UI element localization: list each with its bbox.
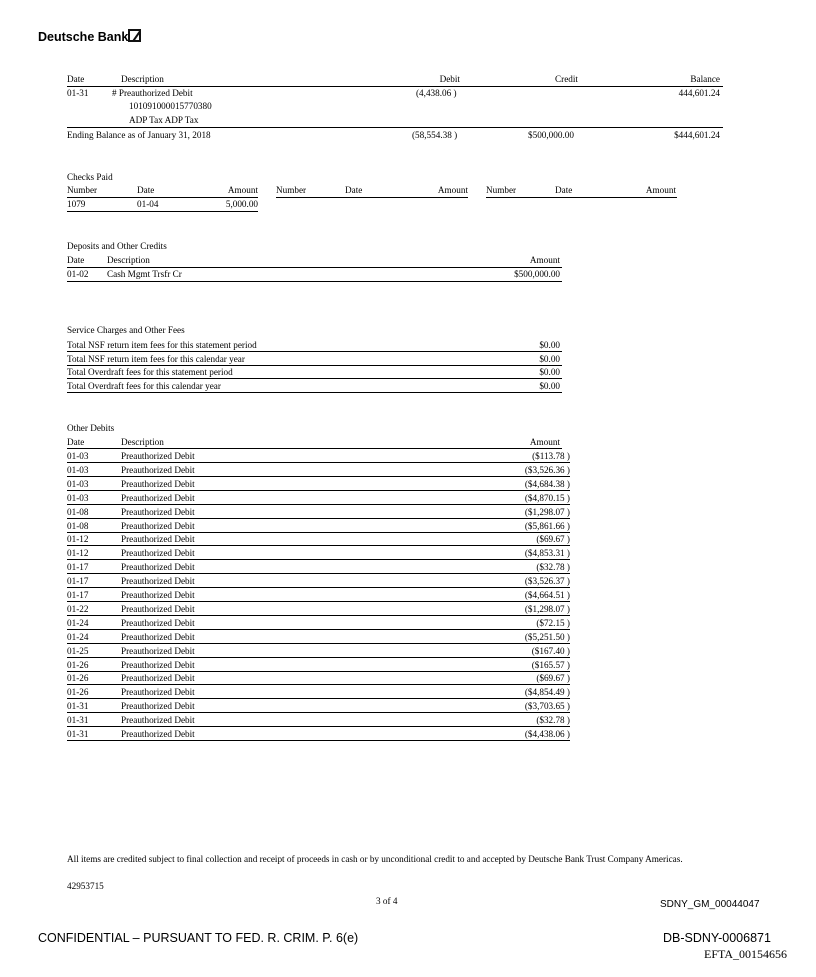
other-debit-amount: ($4,870.15 )	[524, 492, 570, 503]
deposit-amount: $500,000.00	[514, 269, 560, 279]
checks-header-date: Date	[345, 185, 363, 195]
checks-header-number: Number	[486, 185, 517, 195]
summary-header-description: Description	[121, 74, 164, 84]
divider	[67, 197, 258, 198]
divider	[67, 712, 570, 713]
other-debit-description: Preauthorized Debit	[121, 590, 195, 600]
deposits-title: Deposits and Other Credits	[67, 241, 167, 251]
divider	[67, 476, 570, 477]
other-debit-amount: ($167.40 )	[531, 645, 570, 656]
other-debit-date: 01-08	[67, 520, 89, 531]
other-debit-date: 01-22	[67, 603, 89, 614]
divider	[67, 211, 258, 212]
check-date: 01-04	[137, 199, 159, 209]
checks-header-number: Number	[67, 185, 98, 195]
divider	[67, 532, 570, 533]
disclaimer: All items are credited subject to final collection and receipt of proceeds in cash or by unconditional credit to and accepted by Deutsche Bank Trust Company Americas.	[67, 854, 683, 864]
other-debit-date: 01-17	[67, 576, 89, 587]
divider	[67, 684, 570, 685]
other-debit-amount: ($32.78 )	[536, 715, 570, 726]
check-number: 1079	[67, 199, 86, 209]
other-debit-amount: ($3,526.37 )	[524, 576, 570, 587]
other-debits-header-description: Description	[121, 437, 164, 447]
service-charge-amount: $0.00	[539, 381, 560, 392]
other-debit-description: Preauthorized Debit	[121, 451, 195, 461]
summary-header-debit: Debit	[439, 74, 460, 84]
divider	[67, 629, 570, 630]
other-debit-description: Preauthorized Debit	[121, 548, 195, 559]
other-debit-date: 01-03	[67, 478, 89, 489]
ending-balance-label: Ending Balance as of January 31, 2018	[67, 130, 211, 140]
other-debit-description: Preauthorized Debit	[121, 562, 195, 573]
divider	[486, 197, 677, 198]
divider	[67, 281, 562, 282]
divider	[67, 657, 570, 658]
divider	[67, 587, 570, 588]
service-charges-title: Service Charges and Other Fees	[67, 325, 185, 335]
divider	[67, 545, 570, 546]
other-debit-description: Preauthorized Debit	[121, 659, 195, 670]
summary-header-credit: Credit	[555, 74, 578, 84]
divider	[67, 559, 570, 560]
other-debit-date: 01-17	[67, 562, 89, 573]
summary-header-balance: Balance	[690, 74, 720, 84]
other-debit-date: 01-24	[67, 631, 89, 642]
checks-header-number: Number	[276, 185, 307, 195]
other-debit-description: Preauthorized Debit	[121, 464, 195, 475]
other-debit-amount: ($1,298.07 )	[524, 603, 570, 614]
divider	[67, 601, 570, 602]
other-debit-amount: ($4,854.49 )	[524, 687, 570, 698]
summary-entry-date: 01-31	[67, 88, 89, 98]
deposits-header-date: Date	[67, 255, 85, 265]
other-debit-date: 01-24	[67, 617, 89, 628]
other-debit-date: 01-26	[67, 659, 89, 670]
deposit-date: 01-02	[67, 269, 89, 279]
other-debit-date: 01-12	[67, 534, 89, 545]
other-debits-header-amount: Amount	[529, 437, 560, 447]
other-debit-date: 01-31	[67, 701, 89, 712]
other-debit-description: Preauthorized Debit	[121, 520, 195, 531]
divider	[67, 671, 570, 672]
summary-entry-description: # Preauthorized Debit	[112, 88, 193, 98]
other-debit-date: 01-31	[67, 715, 89, 726]
deposits-header-amount: Amount	[529, 255, 560, 265]
other-debit-date: 01-26	[67, 687, 89, 698]
divider	[67, 504, 570, 505]
other-debit-description: Preauthorized Debit	[121, 506, 195, 517]
other-debit-date: 01-25	[67, 645, 89, 656]
check-amount: 5,000.00	[225, 199, 258, 209]
other-debit-description: Preauthorized Debit	[121, 645, 195, 656]
summary-entry-debit: (4,438.06 )	[416, 88, 457, 98]
bates-number: EFTA_00154656	[704, 947, 788, 961]
other-debit-amount: ($4,664.51 )	[524, 590, 570, 600]
other-debit-description: Preauthorized Debit	[121, 673, 195, 684]
divider	[67, 573, 570, 574]
checks-title: Checks Paid	[67, 172, 113, 182]
other-debit-amount: ($72.15 )	[536, 617, 570, 628]
divider	[67, 86, 723, 87]
other-debit-description: Preauthorized Debit	[121, 617, 195, 628]
other-debit-amount: ($4,684.38 )	[524, 478, 570, 489]
account-code: 42953715	[67, 881, 104, 891]
other-debit-amount: ($5,251.50 )	[524, 631, 570, 642]
checks-header-date: Date	[137, 185, 155, 195]
other-debit-description: Preauthorized Debit	[121, 576, 195, 587]
service-charge-amount: $0.00	[539, 353, 560, 364]
checks-header-date: Date	[555, 185, 573, 195]
divider	[67, 643, 570, 644]
deposits-header-description: Description	[107, 255, 150, 265]
other-debit-amount: ($5,861.66 )	[524, 520, 570, 531]
divider	[67, 518, 570, 519]
ending-balance-debit: (58,554.38 )	[412, 130, 458, 140]
other-debit-date: 01-12	[67, 548, 89, 559]
other-debit-description: Preauthorized Debit	[121, 701, 195, 712]
other-debit-description: Preauthorized Debit	[121, 534, 195, 545]
summary-entry-reference: 101091000015770380	[129, 101, 212, 111]
divider	[67, 490, 570, 491]
other-debit-description: Preauthorized Debit	[121, 492, 195, 503]
other-debit-description: Preauthorized Debit	[121, 631, 195, 642]
service-charge-label: Total Overdraft fees for this calendar year	[67, 381, 221, 392]
deposit-description: Cash Mgmt Trsfr Cr	[107, 269, 182, 279]
confidential-notice: CONFIDENTIAL – PURSUANT TO FED. R. CRIM. P. 6(e)	[38, 931, 359, 945]
bates-number: SDNY_GM_00044047	[660, 899, 760, 910]
other-debits-title: Other Debits	[67, 423, 115, 433]
other-debit-amount: ($32.78 )	[536, 562, 570, 573]
page-number: 3 of 4	[376, 896, 398, 906]
other-debit-amount: ($69.67 )	[536, 534, 570, 545]
divider	[276, 197, 468, 198]
divider	[67, 267, 562, 268]
checks-header-amount: Amount	[437, 185, 468, 195]
other-debit-date: 01-26	[67, 673, 89, 684]
divider	[67, 448, 562, 449]
service-charge-amount: $0.00	[539, 340, 560, 350]
bank-name: Deutsche Bank	[38, 30, 129, 44]
other-debit-date: 01-08	[67, 506, 89, 517]
service-charge-amount: $0.00	[539, 367, 560, 378]
summary-entry-payee: ADP Tax ADP Tax	[129, 115, 199, 125]
other-debit-description: Preauthorized Debit	[121, 687, 195, 698]
divider	[67, 698, 570, 699]
other-debit-amount: ($4,853.31 )	[524, 548, 570, 559]
divider	[67, 127, 723, 128]
other-debit-date: 01-17	[67, 590, 89, 600]
other-debit-date: 01-03	[67, 492, 89, 503]
ending-balance-credit: $500,000.00	[528, 130, 574, 140]
other-debit-amount: ($165.57 )	[531, 659, 570, 670]
summary-header-date: Date	[67, 74, 85, 84]
divider	[67, 615, 570, 616]
other-debits-header-date: Date	[67, 437, 85, 447]
divider	[67, 392, 562, 393]
other-debit-description: Preauthorized Debit	[121, 603, 195, 614]
other-debit-amount: ($69.67 )	[536, 673, 570, 684]
other-debit-amount: ($3,703.65 )	[524, 701, 570, 712]
other-debit-description: Preauthorized Debit	[121, 729, 195, 739]
ending-balance-balance: $444,601.24	[674, 130, 720, 140]
service-charge-label: Total NSF return item fees for this calendar year	[67, 353, 245, 364]
checks-header-amount: Amount	[227, 185, 258, 195]
other-debit-date: 01-03	[67, 464, 89, 475]
checks-header-amount: Amount	[645, 185, 676, 195]
divider	[67, 740, 570, 741]
divider	[67, 462, 570, 463]
other-debit-amount: ($4,438.06 )	[524, 729, 570, 739]
bates-number: DB-SDNY-0006871	[663, 931, 771, 945]
other-debit-amount: ($3,526.36 )	[524, 464, 570, 475]
service-charge-label: Total NSF return item fees for this statement period	[67, 340, 257, 350]
deutsche-bank-logo-icon	[128, 29, 141, 42]
divider	[67, 726, 570, 727]
service-charge-label: Total Overdraft fees for this statement period	[67, 367, 233, 378]
other-debit-amount: ($1,298.07 )	[524, 506, 570, 517]
other-debit-amount: ($113.78 )	[532, 451, 570, 461]
other-debit-date: 01-31	[67, 729, 89, 739]
other-debit-date: 01-03	[67, 451, 89, 461]
other-debit-description: Preauthorized Debit	[121, 478, 195, 489]
summary-entry-balance: 444,601.24	[678, 88, 720, 98]
other-debit-description: Preauthorized Debit	[121, 715, 195, 726]
